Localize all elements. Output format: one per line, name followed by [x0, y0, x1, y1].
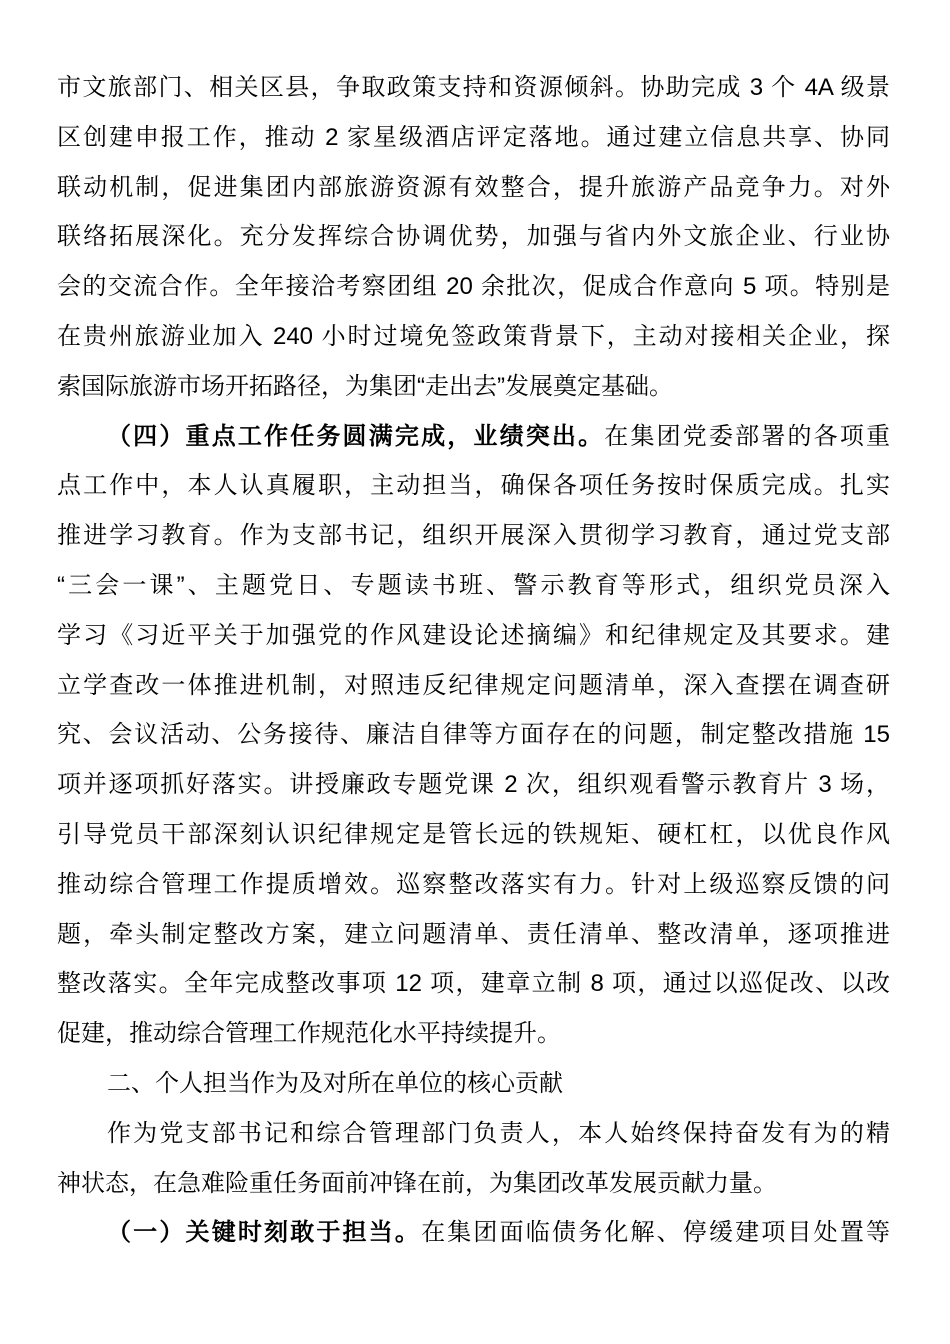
text-line: [57, 461, 890, 511]
text-segment: 在集团面临债务化解、停缓建项目处置等: [421, 1219, 890, 1247]
text-segment: 会的交流合作。全年接洽考察团组 20 余批次，促成合作意向 5 项。特别是: [57, 273, 890, 301]
text-segment: 二、个人担当作为及对所在单位的核心贡献: [107, 1069, 563, 1097]
text-line: [57, 262, 890, 312]
text-segment: 区创建申报工作，推动 2 家星级酒店评定落地。通过建立信息共享、协同: [57, 123, 890, 151]
text-segment: 神状态，在急难险重任务面前冲锋在前，为集团改革发展贡献力量。: [57, 1169, 777, 1197]
text-segment: 究、会议活动、公务接待、廉洁自律等方面存在的问题，制定整改措施 15: [57, 721, 890, 749]
text-line: [57, 860, 890, 910]
text-line: [57, 1159, 890, 1209]
text-line: [57, 212, 890, 262]
text-segment: 促建，推动综合管理工作规范化水平持续提升。: [57, 1020, 561, 1048]
text-segment: 在集团党委部署的各项重: [604, 422, 890, 450]
text-line: [57, 1009, 890, 1059]
text-line: [57, 63, 890, 113]
text-segment: 联动机制，促进集团内部旅游资源有效整合，提升旅游产品竞争力。对外: [57, 173, 890, 201]
text-segment: 整改落实。全年完成整改事项 12 项，建章立制 8 项，通过以巡促改、以改: [57, 970, 890, 998]
text-segment: 联络拓展深化。充分发挥综合协调优势，加强与省内外文旅企业、行业协: [57, 223, 890, 251]
text-segment: 推动综合管理工作提质增效。巡察整改落实有力。针对上级巡察反馈的问: [57, 870, 890, 898]
text-segment: 题，牵头制定整改方案，建立问题清单、责任清单、整改清单，逐项推进: [57, 920, 890, 948]
bold-heading-segment: （一）关键时刻敢于担当。: [107, 1219, 422, 1247]
text-segment: 立学查改一体推进机制，对照违反纪律规定问题清单，深入查摆在调查研: [57, 671, 890, 699]
text-line: [57, 561, 890, 611]
text-segment: 推进学习教育。作为支部书记，组织开展深入贯彻学习教育，通过党支部: [57, 522, 890, 550]
text-line: [57, 611, 890, 661]
text-line: [57, 412, 890, 462]
text-line: [57, 1059, 890, 1109]
text-line: [57, 312, 890, 362]
text-line: [57, 1109, 890, 1159]
text-segment: 作为党支部书记和综合管理部门负责人，本人始终保持奋发有为的精: [107, 1119, 890, 1147]
text-line: [57, 710, 890, 760]
text-line: [57, 163, 890, 213]
text-line: [57, 910, 890, 960]
text-segment: 学习《习近平关于加强党的作风建设论述摘编》和纪律规定及其要求。建: [57, 621, 890, 649]
text-line: [57, 959, 890, 1009]
text-line: [57, 661, 890, 711]
text-segment: 引导党员干部深刻认识纪律规定是管长远的铁规矩、硬杠杠，以优良作风: [57, 820, 890, 848]
bold-heading-segment: （四）重点工作任务圆满完成，业绩突出。: [107, 422, 605, 450]
text-segment: 市文旅部门、相关区县，争取政策支持和资源倾斜。协助完成 3 个 4A 级景: [57, 74, 890, 101]
text-line: [57, 1208, 890, 1258]
text-segment: 项并逐项抓好落实。讲授廉政专题党课 2 次，组织观看警示教育片 3 场，: [57, 771, 890, 799]
text-line: [57, 362, 890, 412]
text-line: [57, 760, 890, 810]
text-segment: “三会一课”、主题党日、专题读书班、警示教育等形式，组织党员深入: [57, 571, 890, 599]
text-line: [57, 511, 890, 561]
text-segment: 点工作中，本人认真履职，主动担当，确保各项任务按时保质完成。扎实: [57, 472, 890, 500]
text-segment: 在贵州旅游业加入 240 小时过境免签政策背景下，主动对接相关企业，探: [57, 322, 890, 350]
text-line: [57, 810, 890, 860]
text-line: [57, 113, 890, 163]
text-segment: 索国际旅游市场开拓路径，为集团“走出去”发展奠定基础。: [57, 372, 673, 400]
